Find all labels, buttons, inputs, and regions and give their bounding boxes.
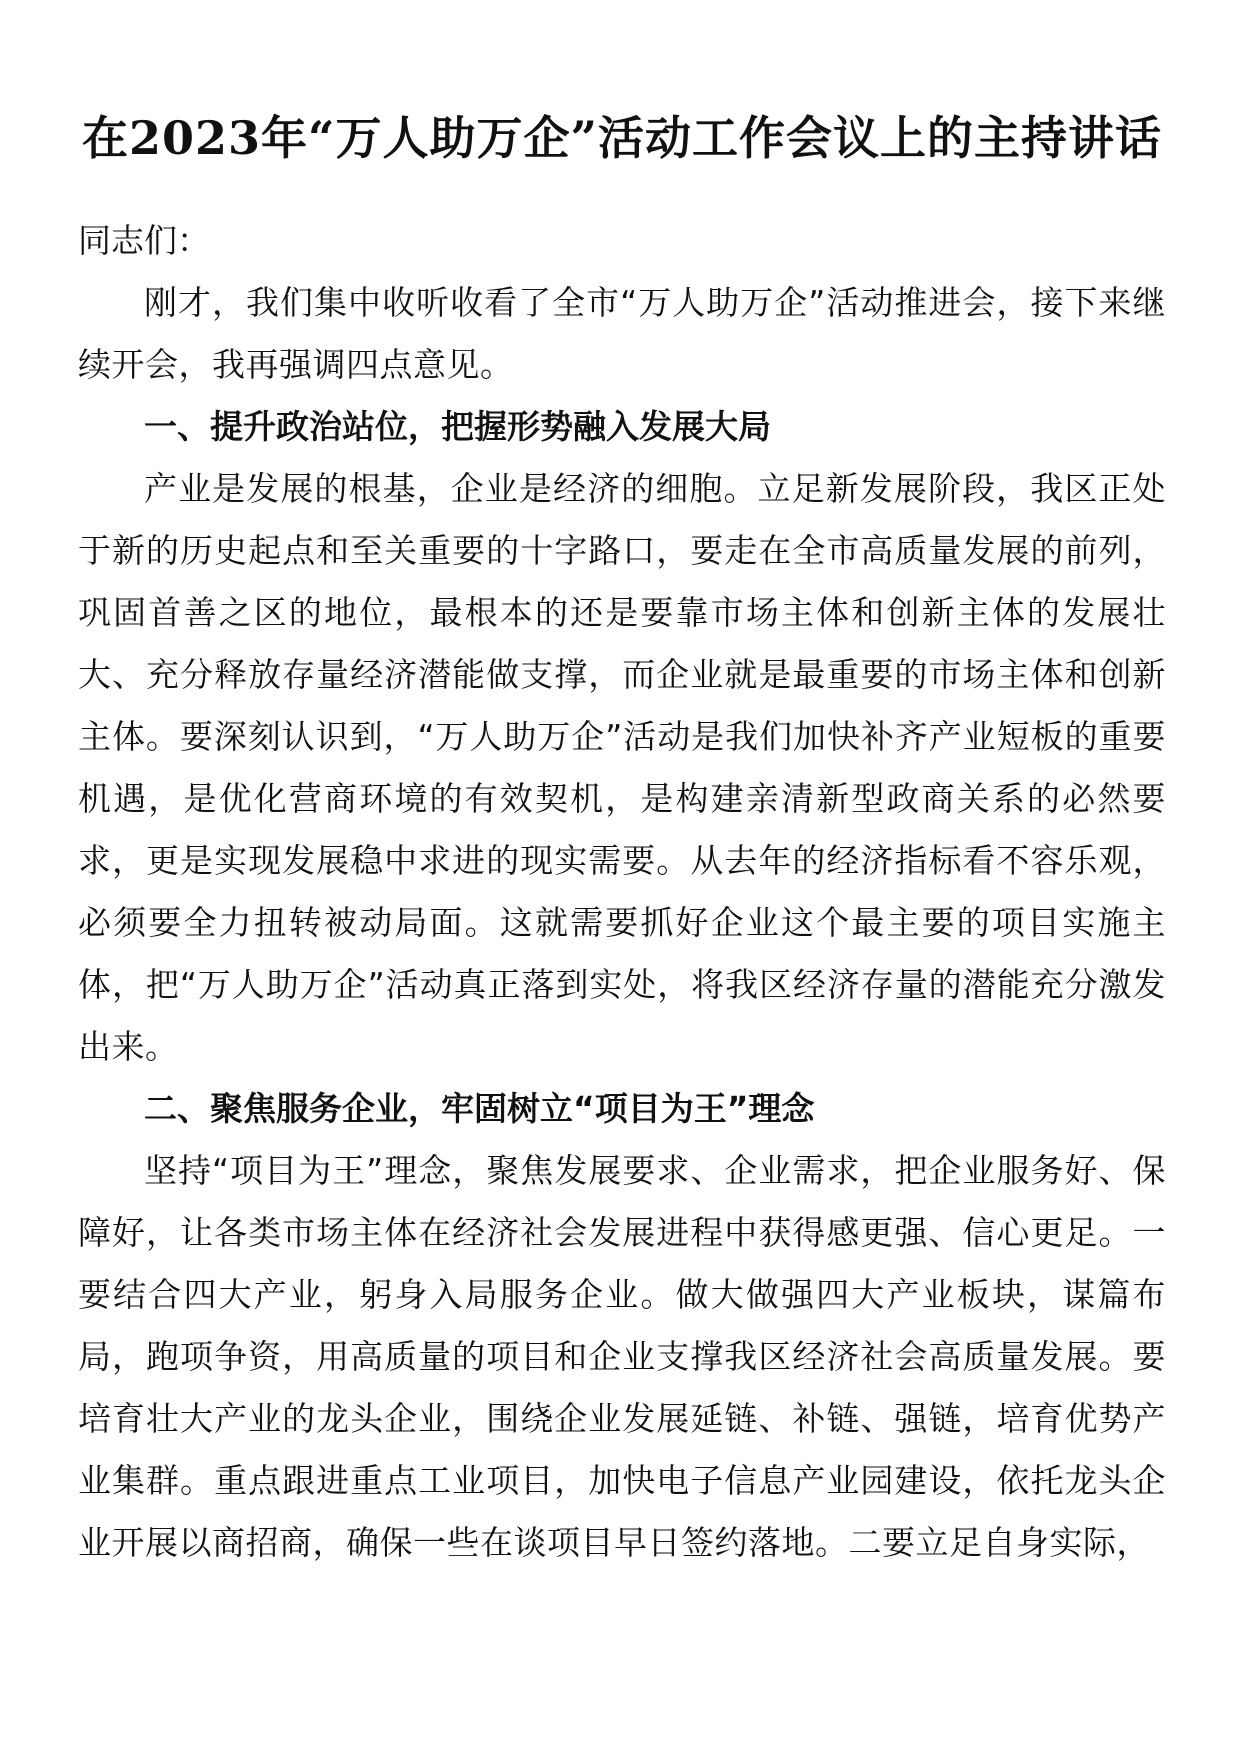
document-page — [78, 110, 1166, 1574]
salutation: 同志们： — [78, 221, 210, 260]
document-title: 在2023年“万人助万企”活动工作会议上的主持讲话 — [82, 111, 1162, 165]
intro-paragraph: 刚才，我们集中收听收看了全市“万人助万企”活动推进会，接下来继续开会，我再强调四点意见。 — [78, 283, 1166, 384]
section-1-paragraph: 产业是发展的根基，企业是经济的细胞。立足新发展阶段，我区正处于新的历史起点和至关重要的十字路口，要走在全市高质量发展的前列，巩固首善之区的地位，最根本的还是要靠市场主体和创新主体的发展壮大、充分释放存量经济潜能做支撑，而企业就是最重要的市场主体和创新主体。要深刻认识到，“万人助万企”活动是我们加快补齐产业短板的重要机遇，是优化营商环境的有效契机，是构建亲清新型政商关系的必然要求，更是实现发展稳中求进的现实需要。从去年的经济指标看不容乐观，必须要全力扭转被动局面。这就需要抓好企业这个最主要的项目实施主体，把“万人助万企”活动真正落到实处，将我区经济存量的潜能充分激发出来。 — [78, 469, 1166, 1066]
section-2-heading: 二、聚焦服务企业，牢固树立“项目为王”理念 — [144, 1089, 815, 1128]
section-1-heading: 一、提升政治站位，把握形势融入发展大局 — [144, 407, 771, 446]
section-2-paragraph: 坚持“项目为王”理念，聚焦发展要求、企业需求，把企业服务好、保障好，让各类市场主体在经济社会发展进程中获得感更强、信心更足。一要结合四大产业，躬身入局服务企业。做大做强四大产业板块，谋篇布局，跑项争资，用高质量的项目和企业支撑我区经济社会高质量发展。要培育壮大产业的龙头企业，围绕企业发展延链、补链、强链，培育优势产业集群。重点跟进重点工业项目，加快电子信息产业园建设，依托龙头企业开展以商招商，确保一些在谈项目早日签约落地。二要立足自身实际， — [78, 1151, 1166, 1562]
